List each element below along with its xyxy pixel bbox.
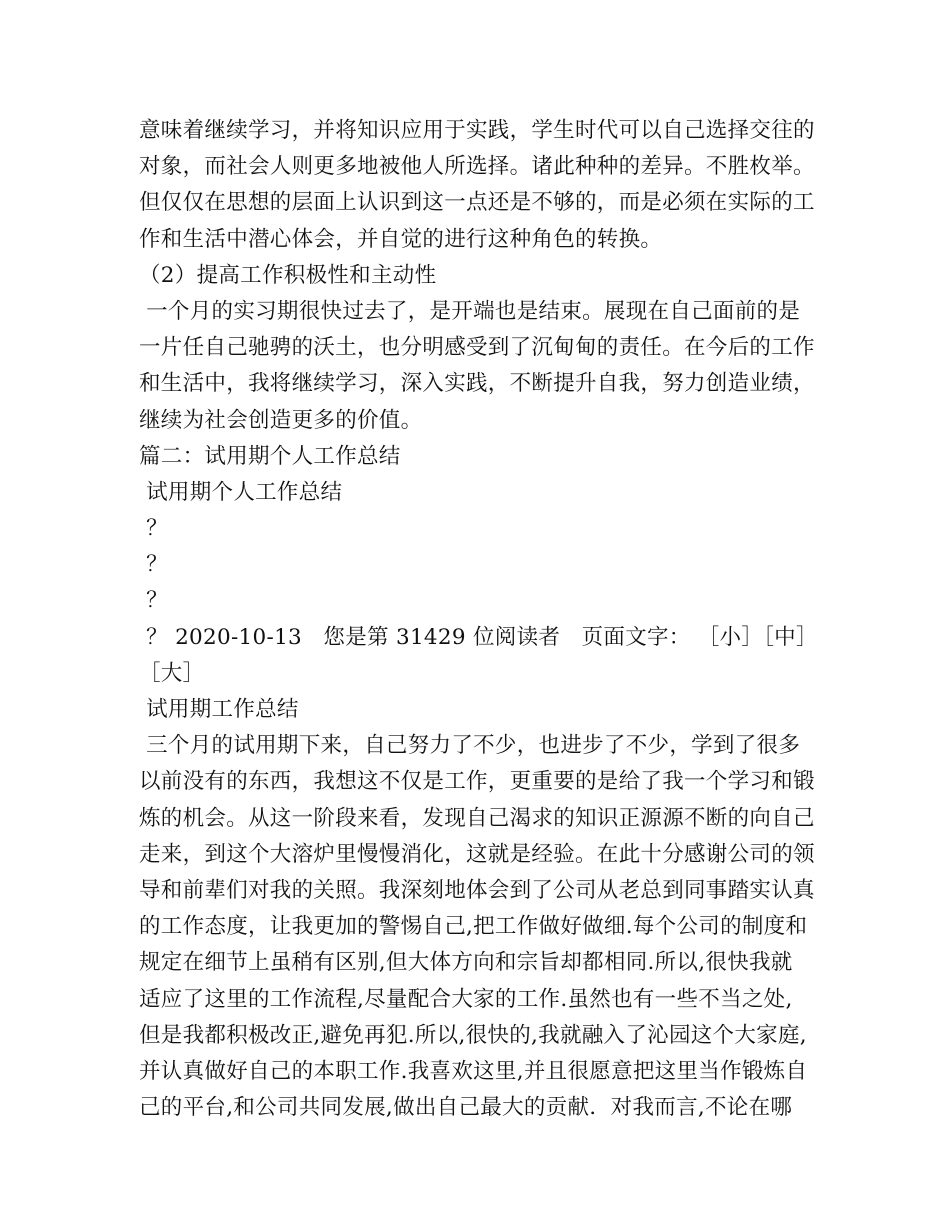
text-line-1: 意味着继续学习，并将知识应用于实践，学生时代可以自己选择交往的 — [139, 118, 815, 143]
placeholder-mark-3: ？ — [139, 588, 168, 614]
text-line-7: 一片任自己驰骋的沃土，也分明感受到了沉甸甸的责任。在今后的工作 — [139, 335, 815, 361]
section-heading-2: （2）提高工作积极性和主动性 — [139, 262, 437, 288]
article-meta-line-wrap: ［大］ — [139, 660, 205, 686]
article-title: 试用期个人工作总结 — [139, 479, 343, 505]
text-line-19: 以前没有的东西，我想这不仅是工作，更重要的是给了我一个学习和锻 — [139, 769, 815, 795]
text-line-26: 但是我都积极改正,避免再犯.所以,很快的,我就融入了沁园这个大家庭, — [139, 1022, 807, 1048]
chapter-heading: 篇二：试用期个人工作总结 — [139, 443, 401, 469]
text-line-4: 作和生活中潜心体会，并自觉的进行这种角色的转换。 — [139, 226, 663, 252]
text-line-28: 己的平台,和公司共同发展,做出自己最大的贡献. 对我而言,不论在哪 — [139, 1095, 793, 1121]
text-line-2: 对象，而社会人则更多地被他人所选择。诸此种种的差异。不胜枚举。 — [139, 154, 815, 180]
article-meta-line: ？ 2020-10-13 您是第 31429 位阅读者 页面文字： ［小］［中］ — [139, 624, 818, 650]
article-subtitle: 试用期工作总结 — [139, 697, 299, 722]
text-line-27: 并认真做好自己的本职工作.我喜欢这里,并且很愿意把这里当作锻炼自 — [139, 1058, 808, 1084]
text-line-6: 一个月的实习期很快过去了，是开端也是结束。展现在自己面前的是 — [139, 298, 801, 324]
document-body — [139, 113, 819, 1126]
text-line-20: 炼的机会。从这一阶段来看，发现自己渴求的知识正源源不断的向自己 — [139, 805, 815, 831]
text-line-21: 走来，到这个大溶炉里慢慢消化，这就是经验。在此十分感谢公司的领 — [139, 841, 815, 867]
text-line-24: 规定在细节上虽稍有区别,但大体方向和宗旨却都相同.所以,很快我就 — [139, 950, 793, 976]
text-line-9: 继续为社会创造更多的价值。 — [139, 407, 423, 433]
placeholder-mark-1: ？ — [139, 516, 168, 542]
placeholder-mark-2: ？ — [139, 552, 168, 578]
text-line-22: 导和前辈们对我的关照。我深刻地体会到了公司从老总到同事踏实认真 — [139, 877, 815, 903]
text-line-25: 适应了这里的工作流程,尽量配合大家的工作.虽然也有一些不当之处, — [139, 986, 793, 1012]
text-line-18: 三个月的试用期下来，自己努力了不少，也进步了不少，学到了很多 — [139, 733, 801, 759]
text-line-3: 但仅仅在思想的层面上认识到这一点还是不够的，而是必须在实际的工 — [139, 190, 815, 216]
text-line-23: 的工作态度，让我更加的警惕自己,把工作做好做细.每个公司的制度和 — [139, 914, 808, 940]
text-line-8: 和生活中，我将继续学习，深入实践，不断提升自我，努力创造业绩， — [139, 371, 815, 397]
